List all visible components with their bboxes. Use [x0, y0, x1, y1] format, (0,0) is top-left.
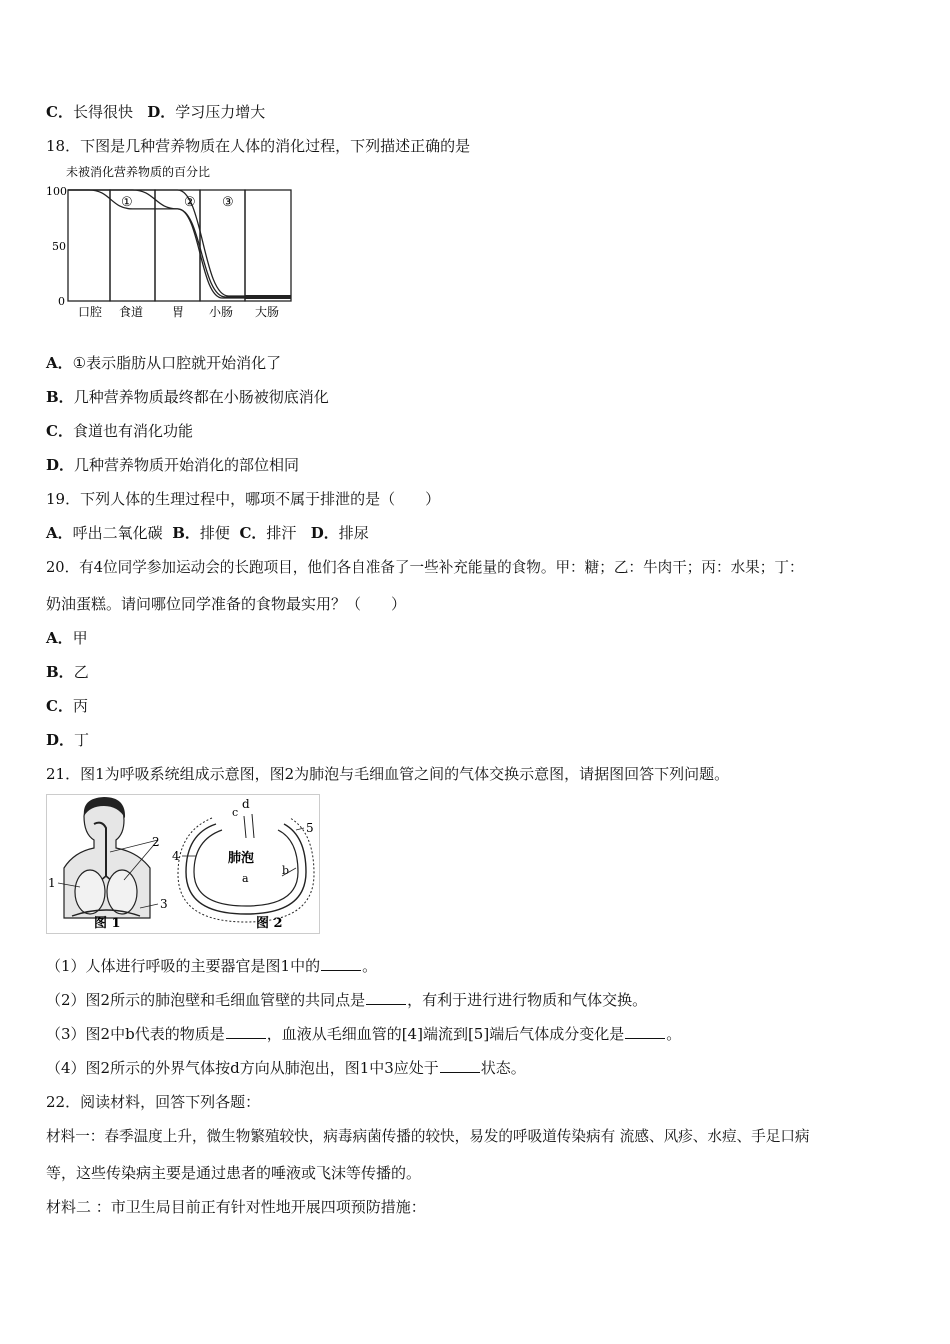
option-label: B．: [172, 524, 200, 542]
y-tick-0: 0: [58, 295, 65, 308]
q19-options: [46, 523, 369, 543]
q21-sub-4: [46, 1058, 526, 1078]
fig2-label-b: b: [282, 864, 290, 877]
sub-text: （4）图2所示的外界气体按d方向从肺泡出，图1中3应处于: [46, 1059, 439, 1077]
option-text: 丙: [72, 697, 88, 715]
fig2-label-c: c: [232, 806, 239, 819]
series-layer: [68, 190, 274, 298]
fig2-label-5: 5: [306, 821, 314, 835]
q22-stem: 22．阅读材料，回答下列各题：: [46, 1093, 261, 1111]
option-label: D．: [46, 731, 75, 749]
option-label: D．: [310, 524, 339, 542]
sub-text: 。: [666, 1025, 682, 1043]
sub-text: （1）人体进行呼吸的主要器官是图1中的: [46, 957, 321, 975]
fig1-label-1: 1: [48, 876, 56, 890]
sub-text: 状态。: [480, 1059, 526, 1077]
q20-option-a: [46, 628, 88, 648]
option-text: 甲: [72, 629, 88, 647]
series-line-2: [68, 190, 271, 297]
x-tick-stomach: 胃: [172, 305, 185, 319]
series-label-1: ①: [121, 195, 133, 210]
option-text: 排便: [199, 524, 230, 542]
option-label: C．: [46, 103, 73, 121]
q21-figures: [46, 794, 320, 934]
large-intestine-baseline: [245, 295, 291, 299]
fig2-label-a: a: [242, 872, 249, 885]
q20-stem-line1: 20．有4位同学参加运动会的长跑项目，他们各自准备了一些补充能量的食物。甲：糖；乙：牛肉干；丙：水果；丁：: [46, 559, 804, 576]
sub-text: （3）图2中b代表的物质是: [46, 1025, 225, 1043]
option-text: 几种营养物质开始消化的部位相同: [74, 456, 300, 474]
q22-material-1-line2: 等，这些传染病主要是通过患者的唾液或飞沫等传播的。: [46, 1164, 422, 1182]
q18-option-a: [46, 353, 281, 373]
option-text: 食道也有消化功能: [72, 422, 193, 440]
option-label: A．: [46, 629, 73, 647]
y-tick-100: 100: [46, 185, 67, 198]
option-label: D．: [147, 103, 176, 121]
answer-blank[interactable]: [321, 956, 361, 971]
chart-title: 未被消化营养物质的百分比: [66, 165, 211, 179]
sub-text: ，血液从毛细血管的[4]端流到[5]端后气体成分变化是: [266, 1025, 625, 1043]
fig1-label-3: 3: [160, 897, 168, 911]
answer-blank[interactable]: [366, 990, 406, 1005]
q21-sub-2: [46, 990, 647, 1010]
option-text: 几种营养物质最终都在小肠被彻底消化: [73, 388, 329, 406]
option-label: C．: [46, 697, 73, 715]
x-tick-small-intestine: 小肠: [209, 305, 234, 319]
option-text: 呼出二氧化碳: [72, 524, 163, 542]
option-text: ①表示脂肪从口腔就开始消化了: [72, 354, 282, 372]
left-lung: [75, 870, 105, 914]
option-label: B．: [46, 663, 74, 681]
option-label: A．: [46, 354, 73, 372]
option-text: 排汗: [266, 524, 297, 542]
option-label: B．: [46, 388, 74, 406]
sub-text: ，有利于进行进行物质和气体交换。: [407, 991, 648, 1009]
plot-frames: [68, 190, 291, 301]
option-text: 丁: [74, 731, 90, 749]
sub-text: （2）图2所示的肺泡壁和毛细血管壁的共同点是: [46, 991, 366, 1009]
q17-options-cd: [46, 102, 265, 122]
option-text: 乙: [73, 663, 89, 681]
right-lung: [107, 870, 137, 914]
q18-option-d: [46, 455, 299, 475]
q18-stem: 18．下图是几种营养物质在人体的消化过程，下列描述正确的是: [46, 137, 471, 155]
series-label-3: ③: [222, 195, 234, 210]
q19-stem: 19．下列人体的生理过程中，哪项不属于排泄的是（ ）: [46, 490, 441, 508]
q18-option-c: [46, 421, 193, 441]
series-line-3: [68, 190, 274, 296]
frame-mouth: [68, 190, 110, 301]
option-label: A．: [46, 524, 73, 542]
q20-option-d: [46, 730, 89, 750]
fig1-label-2: 2: [152, 835, 160, 849]
x-tick-labels: [78, 304, 279, 319]
series-line-1: [68, 190, 268, 298]
x-tick-esophagus: 食道: [119, 305, 144, 319]
fig2-label-d: d: [242, 797, 250, 811]
q22-material-1-line1: 材料一：春季温度上升，微生物繁殖较快，病毒病菌传播的较快，易发的呼吸道传染病有 流感、风疹、水痘、手足口病: [46, 1128, 810, 1145]
digestion-chart: [46, 162, 298, 322]
option-label: C．: [46, 422, 73, 440]
q21-sub-1: [46, 956, 377, 976]
option-text: 长得很快: [72, 103, 133, 121]
fig2-caption: 图 2: [256, 916, 283, 931]
frame-large-intestine: [245, 190, 291, 301]
answer-blank[interactable]: [440, 1058, 480, 1073]
fig1-caption: 图 1: [94, 916, 121, 931]
x-tick-mouth: 口腔: [78, 305, 103, 319]
fig2-label-4: 4: [172, 849, 180, 863]
answer-blank[interactable]: [226, 1024, 266, 1039]
option-label: D．: [46, 456, 75, 474]
sub-text: 。: [362, 957, 378, 975]
fig2-center-label: 肺泡: [228, 851, 255, 866]
q20-stem-line2: 奶油蛋糕。请问哪位同学准备的食物最实用？（ ）: [46, 595, 407, 613]
series-label-2: ②: [184, 195, 196, 210]
option-label: C．: [239, 524, 267, 542]
q22-material-2: 材料二 ：市卫生局目前正有针对性地开展四项预防措施：: [46, 1198, 426, 1216]
q20-option-b: [46, 662, 89, 682]
option-text: 排尿: [338, 524, 369, 542]
y-tick-50: 50: [52, 240, 66, 253]
option-text: 学习压力增大: [175, 103, 266, 121]
q21-sub-3: [46, 1024, 681, 1044]
q18-option-b: [46, 387, 329, 407]
q20-option-c: [46, 696, 88, 716]
x-tick-large-intestine: 大肠: [255, 305, 280, 319]
q21-stem: 21．图1为呼吸系统组成示意图，图2为肺泡与毛细血管之间的气体交换示意图，请据图回答下列问题。: [46, 765, 730, 783]
answer-blank[interactable]: [625, 1024, 665, 1039]
